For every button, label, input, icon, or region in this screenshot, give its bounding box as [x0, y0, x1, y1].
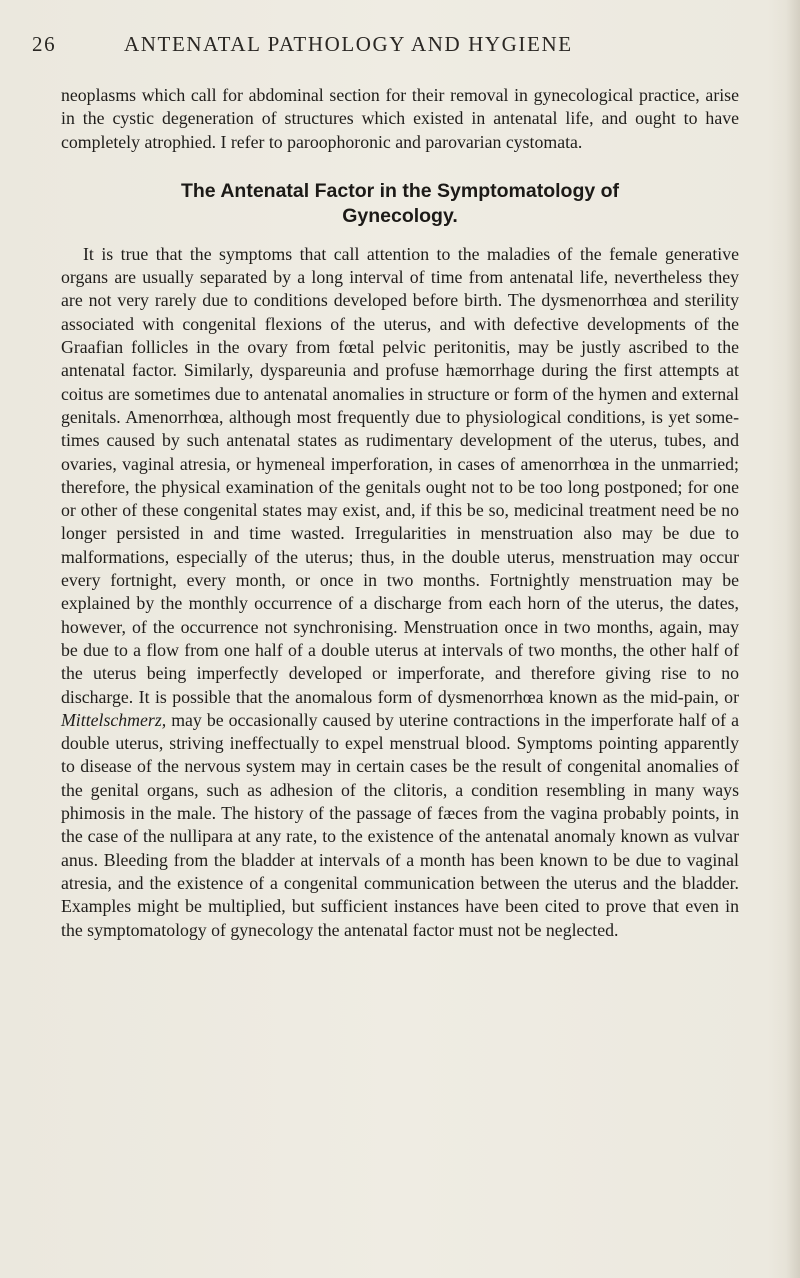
body-text-part2: may be occasionally caused by uterine contractions in the imperforate half of a double uterus, striving ineffectually to expel menstrual blood. Symptoms pointing apparently to disease of the nervous system may in certain cases be the result of congenital anomalies of the genital organs, such as adhesion of the clitoris, a condition resembling in many ways phimosis in the male. The history of the passage of fæces from the vagina probably points, in the case of the nullipara at any rate, to the existence of the antenatal anomaly known as vulvar anus. Bleeding from the bladder at intervals of a month has been known to be due to vaginal atresia, and the existence of a congenital communication between the uterus and the bladder. Examples might be multiplied, but sufficient instances have been cited to prove that even in the symptomatology of gynecology the antenatal factor must not be neglected. [61, 709, 739, 940]
intro-paragraph: neoplasms which call for abdominal section for their removal in gynecological practice, arise in the cystic degeneration of structures which existed in antenatal life, and ought to have completely atrophied. I refer to paroophoronic and parovarian cystomata. [61, 85, 739, 152]
page-edge-shadow [786, 0, 800, 1278]
body-italic-term: Mittelschmerz, [61, 709, 167, 730]
running-title: ANTENATAL PATHOLOGY AND HYGIENE [124, 32, 573, 56]
section-heading [61, 179, 739, 229]
body-text-part1: It is true that the symptoms that call attention to the maladies of the female generative organs are usually separated by a long interval of time from antenatal life, nevertheless they are not very rarely due to conditions developed before birth. The dysmenorrhœa and sterility associated with congenital flexions of the uterus, and with defective developments of the Graafian follicles in the ovary from fœtal pelvic peritonitis, may be justly ascribed to the antenatal factor. Similarly, dyspareunia and profuse hæmorrhage during the first attempts at coitus are sometimes due to antenatal anomalies in structure or form of the hymen and external genitals. Amenorrhœa, although most frequently due to physiological conditions, is yet sometimes caused by such antenatal states as rudimentary development of the uterus, tubes, and ovaries, vaginal atresia, or hymeneal imperforation, in cases of amenorrhœa in the unmarried; therefore, the physical examination of the genitals ought not to be too long postponed; for one or other of these congenital states may exist, and, if this be so, medicinal treatment need be no longer persisted in and time wasted. Irregularities in menstruation also may be due to malformations, especially of the uterus; thus, in the double uterus, menstruation may occur every fortnight, every month, or once in two months. Fortnightly menstruation may be explained by the monthly occurrence of a discharge from each horn of the uterus, the dates, however, of the occurrence not synchronising. Menstruation once in two months, again, may be due to a flow from one half of a double uterus at intervals of two months, the other half of the uterus being imperfectly developed or imperforate, and therefore giving rise to no discharge. It is possible that the anomalous form of dysmenorrhœa known as the mid-pain, or [61, 243, 739, 707]
page-number: 26 [32, 32, 57, 56]
text-block [61, 84, 739, 942]
section-heading-line2: Gynecology. [342, 204, 458, 227]
body-paragraph [61, 243, 739, 942]
section-heading-line1: The Antenatal Factor in the Symptomatology of [180, 179, 620, 202]
running-head [32, 30, 780, 58]
